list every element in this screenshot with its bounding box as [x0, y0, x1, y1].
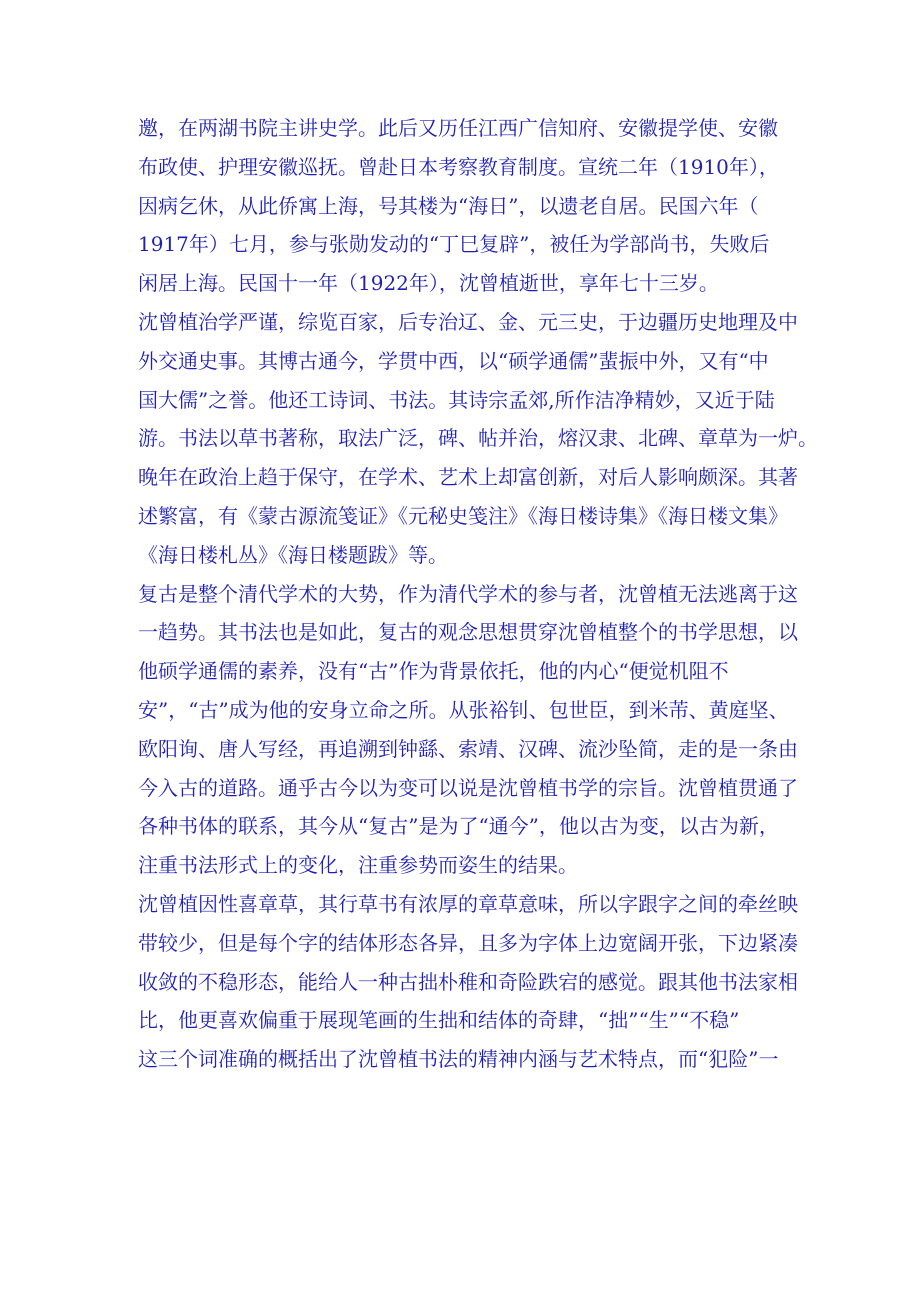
text-line: 比，他更喜欢偏重于展现笔画的生拙和结体的奇肆，“拙”“生”“不稳”: [138, 1008, 740, 1033]
text-line: 他硕学通儒的素养，没有“古”作为背景依托，他的内心“便觉机阻不: [138, 659, 729, 684]
text-line: 今入古的道路。通乎古今以为变可以说是沈曾植书学的宗旨。沈曾植贯通了: [138, 775, 798, 800]
text-line: 邀，在两湖书院主讲史学。此后又历任江西广信知府、安徽提学使、安徽: [138, 116, 778, 140]
text-line: 欧阳询、唐人写经，再追溯到钟繇、索靖、汉碑、流沙坠简，走的是一条由: [138, 736, 798, 761]
text-line: 沈曾植因性喜章草，其行草书有浓厚的章草意味，所以字跟字之间的牵丝映: [138, 891, 798, 916]
text-line: 国大儒”之誉。他还工诗词、书法。其诗宗孟郊,所作洁净精妙，又近于陆: [138, 387, 775, 412]
text-line: 1917年）七月，参与张勋发动的“丁巳复辟”，被任为学部尚书，失败后: [138, 232, 770, 257]
text-line: 带较少，但是每个字的结体形态各异，且多为字体上边宽阔开张，下边紧凑: [138, 930, 798, 955]
text-line: 布政使、护理安徽巡抚。曾赴日本考察教育制度。宣统二年（1910年），: [138, 154, 779, 179]
text-line: 注重书法形式上的变化，注重参势而姿生的结果。: [138, 853, 578, 878]
text-line: 闲居上海。民国十一年（1922年），沈曾植逝世，享年七十三岁。: [138, 271, 719, 296]
text-line: 晚年在政治上趋于保守，在学术、艺术上却富创新，对后人影响颇深。其著: [138, 465, 798, 490]
text-line: 因病乞休，从此侨寓上海，号其楼为“海日”，以遗老自居。民国六年（: [138, 193, 759, 218]
body-text: [138, 109, 818, 1079]
text-line: 游。书法以草书著称，取法广泛，碑、帖并治，熔汉隶、北碑、章草为一炉。: [138, 426, 818, 451]
text-line: 外交通史事。其博古通今，学贯中西，以“硕学通儒”蜚振中外，又有“中: [138, 348, 769, 373]
text-line: 安”，“古”成为他的安身立命之所。从张裕钊、包世臣，到米芾、黄庭坚、: [138, 697, 789, 722]
text-line: 这三个词准确的概括出了沈曾植书法的精神内涵与艺术特点，而“犯险”一: [138, 1047, 779, 1072]
text-line: 沈曾植治学严谨，综览百家，后专治辽、金、元三史，于边疆历史地理及中: [138, 309, 798, 334]
text-line: 复古是整个清代学术的大势，作为清代学术的参与者，沈曾植无法逃离于这: [138, 581, 798, 606]
text-line: 述繁富，有《蒙古源流笺证》《元秘史笺注》《海日楼诗集》《海日楼文集》: [138, 503, 788, 528]
text-line: 一趋势。其书法也是如此，复古的观念思想贯穿沈曾植整个的书学思想，以: [138, 620, 798, 645]
text-line: 《海日楼札丛》《海日楼题跋》等。: [138, 542, 448, 567]
text-line: 收敛的不稳形态，能给人一种古拙朴稚和奇险跌宕的感觉。跟其他书法家相: [138, 969, 798, 994]
text-line: 各种书体的联系，其今从“复古”是为了“通今”，他以古为变，以古为新，: [138, 814, 779, 839]
